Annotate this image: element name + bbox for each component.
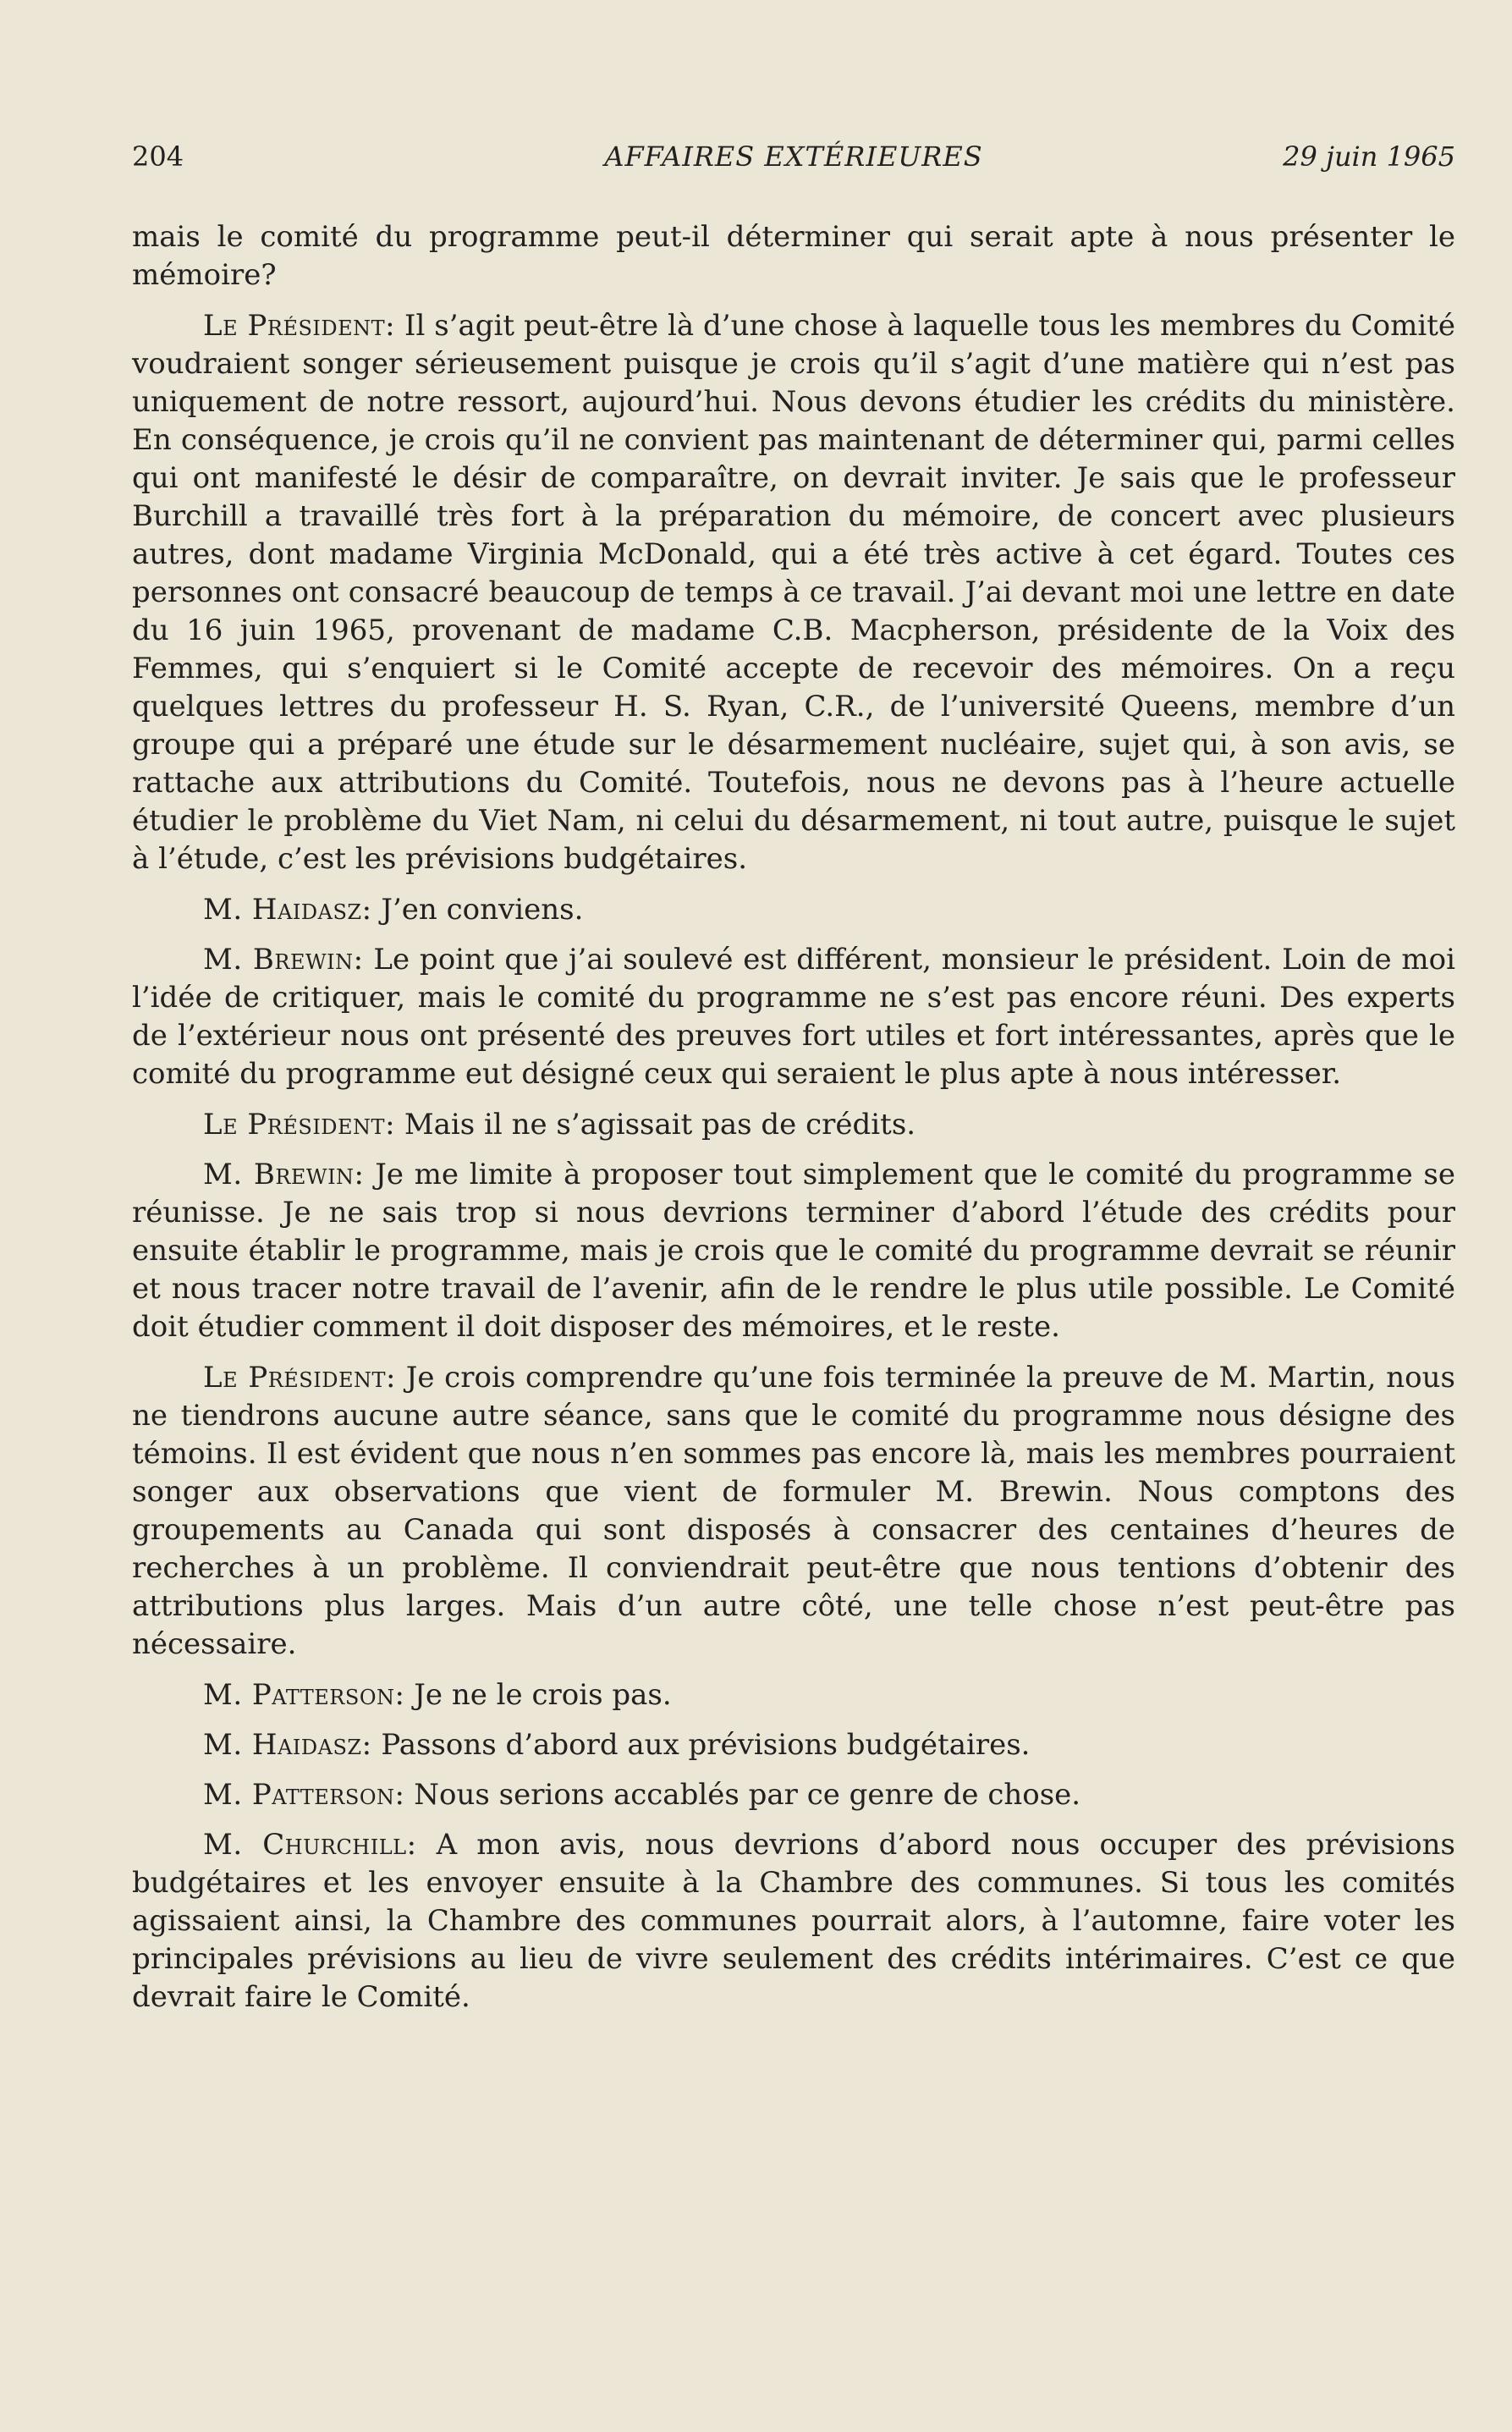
- paragraph-text: Passons d’abord aux prévisions budgétaires.: [371, 1728, 1031, 1762]
- speaker-name: Le Président:: [203, 1108, 396, 1142]
- paragraph-text: Le point que j’ai soulevé est différent, monsieur le président. Loin de moi l’idée de critiquer, mais le comité du programme ne s’est pas encore réuni. Des experts de l’extérieur nous ont présenté des preuves fort utiles et fort intéressantes, après que le comité du programme eut désigné ceux qui seraient le plus apte à nous intéresser.: [132, 943, 1455, 1091]
- speaker-name: Le Président:: [203, 309, 396, 343]
- body-text: [132, 218, 1455, 2029]
- paragraph-text: Mais il ne s’agissait pas de crédits.: [395, 1108, 916, 1142]
- paragraph-6: [132, 1156, 1455, 1346]
- paragraph-7: [132, 1359, 1455, 1664]
- paragraph-10: [132, 1776, 1455, 1814]
- paragraph-text: Je me limite à proposer tout simplement que le comité du programme se réunisse. Je ne sais trop si nous devrions terminer d’abord l’étude des crédits pour ensuite établir le programme, mais je crois que le comité du programme devrait se réunir et nous tracer notre travail de l’avenir, afin de le rendre le plus utile possible. Le Comité doit étudier comment il doit disposer des mémoires, et le reste.: [132, 1158, 1456, 1344]
- paragraph-text: mais le comité du programme peut-il déterminer qui serait apte à nous présenter le mémoire?: [132, 220, 1455, 292]
- paragraph-text: A mon avis, nous devrions d’abord nous occuper des prévisions budgétaires et les envoyer ensuite à la Chambre des communes. Si tous les comités agissaient ainsi, la Chambre des communes pourrait alors, à l’automne, faire voter les principales prévisions au lieu de vivre seulement des crédits intérimaires. C’est ce que devrait faire le Comité.: [132, 1828, 1456, 2014]
- speaker-name: M. Brewin:: [203, 1158, 365, 1191]
- paragraph-11: [132, 1826, 1455, 2017]
- speaker-name: M. Brewin:: [203, 943, 364, 977]
- paragraph-text: J’en conviens.: [371, 893, 584, 927]
- speaker-name: M. Patterson:: [203, 1778, 405, 1812]
- page-header: [132, 140, 1455, 181]
- header-date: 29 juin 1965: [1283, 140, 1455, 173]
- paragraph-text: Nous serions accablés par ce genre de chose.: [404, 1778, 1081, 1812]
- paragraph-5: [132, 1106, 1455, 1144]
- speaker-name: Le Président:: [203, 1361, 396, 1395]
- speaker-name: M. Haidasz:: [203, 1728, 372, 1762]
- paragraph-2: [132, 307, 1455, 878]
- paragraph-8: [132, 1676, 1455, 1714]
- paragraph-9: [132, 1726, 1455, 1764]
- page-number: 204: [132, 140, 184, 173]
- paragraph-4: [132, 941, 1455, 1093]
- paragraph-1: [132, 218, 1455, 294]
- speaker-name: M. Churchill:: [203, 1828, 417, 1862]
- speaker-name: M. Haidasz:: [203, 893, 372, 927]
- speaker-name: M. Patterson:: [203, 1678, 405, 1712]
- running-title: AFFAIRES EXTÉRIEURES: [604, 140, 983, 173]
- paragraph-text: Il s’agit peut-être là d’une chose à laquelle tous les membres du Comité voudraient songer sérieusement puisque je crois qu’il s’agit d’une matière qui n’est pas uniquement de notre ressort, aujourd’hui. Nous devons étudier les crédits du ministère. En conséquence, je crois qu’il ne convient pas maintenant de déterminer qui, parmi celles qui ont manifesté le désir de comparaître, on devrait inviter. Je sais que le professeur Burchill a travaillé très fort à la préparation du mémoire, de concert avec plusieurs autres, dont madame Virginia McDonald, qui a été très active à cet égard. Toutes ces personnes ont consacré beaucoup de temps à ce travail. J’ai devant moi une lettre en date du 16 juin 1965, provenant de madame C.B. Macpherson, présidente de la Voix des Femmes, qui s’enquiert si le Comité accepte de recevoir des mémoires. On a reçu quelques lettres du professeur H. S. Ryan, C.R., de l’université Queens, membre d’un groupe qui a préparé une étude sur le désarmement nucléaire, sujet qui, à son avis, se rattache aux attributions du Comité. Toutefois, nous ne devons pas à l’heure actuelle étudier le problème du Viet Nam, ni celui du désarmement, ni tout autre, puisque le sujet à l’étude, c’est les prévisions budgétaires.: [132, 309, 1455, 876]
- paragraph-3: [132, 891, 1455, 929]
- paragraph-text: Je ne le crois pas.: [404, 1678, 672, 1712]
- paragraph-text: Je crois comprendre qu’une fois terminée la preuve de M. Martin, nous ne tiendrons aucune autre séance, sans que le comité du programme nous désigne des témoins. Il est évident que nous n’en sommes pas encore là, mais les membres pourraient songer aux observations que vient de formuler M. Brewin. Nous comptons des groupements au Canada qui sont disposés à consacrer des centaines d’heures de recherches à un problème. Il conviendrait peut-être que nous tentions d’obtenir des attributions plus larges. Mais d’un autre côté, une telle chose n’est peut-être pas nécessaire.: [132, 1361, 1455, 1661]
